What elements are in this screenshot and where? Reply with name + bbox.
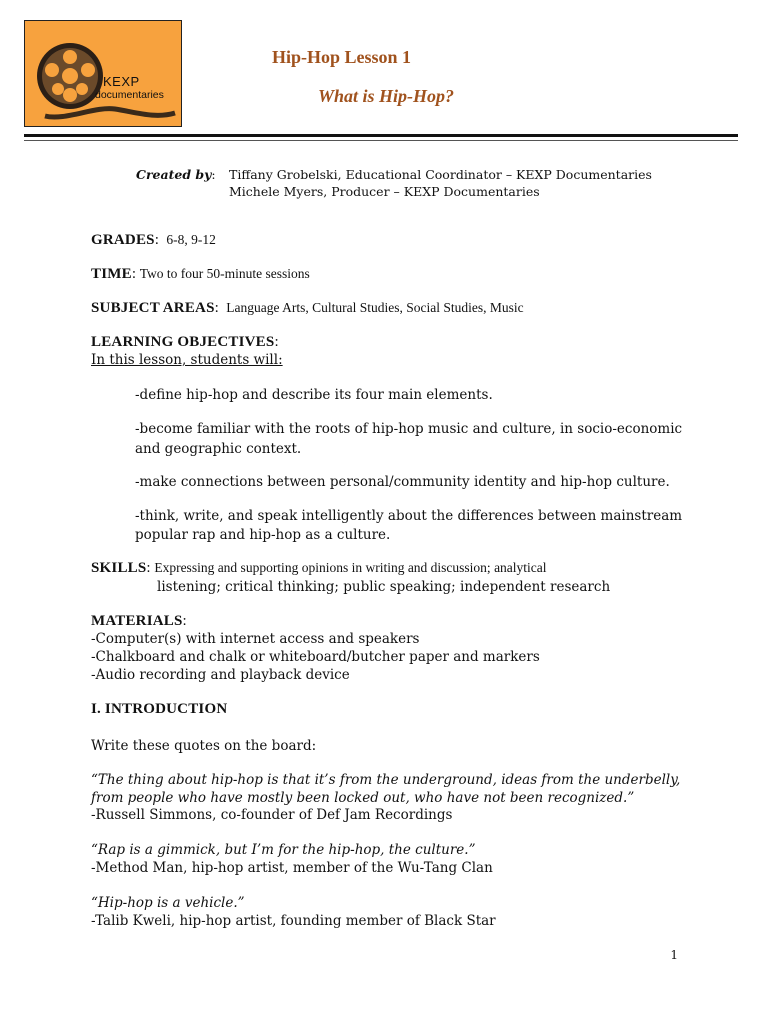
introduction-heading — [91, 700, 227, 718]
page-number: 1 — [670, 948, 678, 962]
materials-item: -Computer(s) with internet access and speakers — [91, 631, 420, 647]
quote-attribution: -Talib Kweli, hip-hop artist, founding member of Black Star — [91, 913, 496, 929]
skills-line-1: Expressing and supporting opinions in writing and discussion; analytical — [154, 560, 547, 575]
logo-brand-text: KEXP — [103, 74, 140, 89]
skills-line-2: listening; critical thinking; public speaking; independent research — [157, 579, 611, 595]
header-divider-thin — [24, 140, 738, 141]
grades-label: GRADES — [91, 232, 155, 248]
materials-label: MATERIALS — [91, 613, 183, 629]
materials-item: -Audio recording and playback device — [91, 667, 350, 683]
quote-attribution: -Russell Simmons, co-founder of Def Jam Recordings — [91, 807, 453, 823]
subject-value: Language Arts, Cultural Studies, Social Studies, Music — [226, 300, 524, 315]
created-by-label: Created by: — [136, 167, 216, 182]
skills-section: SKILLS: Expressing and supporting opinions in writing and discussion; analytical — [91, 560, 547, 576]
objectives-label: LEARNING OBJECTIVES — [91, 334, 275, 350]
page-subtitle: What is Hip-Hop? — [318, 86, 455, 106]
objectives-heading: LEARNING OBJECTIVES: — [91, 334, 279, 350]
introduction-instruction: Write these quotes on the board: — [91, 738, 317, 754]
author-line: Michele Myers, Producer – KEXP Documentaries — [229, 184, 540, 199]
author-line: Tiffany Grobelski, Educational Coordinator – KEXP Documentaries — [229, 167, 652, 182]
grades-value: 6-8, 9-12 — [166, 232, 216, 247]
objectives-intro: In this lesson, students will: — [91, 352, 283, 368]
subject-section: SUBJECT AREAS: Language Arts, Cultural Studies, Social Studies, Music — [91, 300, 524, 316]
kexp-documentaries-logo — [24, 20, 182, 127]
objective-item: popular rap and hip-hop as a culture. — [135, 527, 391, 543]
skills-label: SKILLS — [91, 560, 147, 576]
quote-line: “Rap is a gimmick, but I’m for the hip-hop, the culture.” — [91, 842, 476, 858]
grades-section: GRADES: 6-8, 9-12 — [91, 232, 216, 248]
objective-item: -make connections between personal/community identity and hip-hop culture. — [135, 474, 670, 490]
objective-item: -think, write, and speak intelligently about the differences between mainstream — [135, 508, 683, 524]
materials-item: -Chalkboard and chalk or whiteboard/butcher paper and markers — [91, 649, 540, 665]
objective-item: and geographic context. — [135, 441, 302, 457]
subject-label: SUBJECT AREAS — [91, 300, 215, 316]
logo-sub-text: documentaries — [95, 89, 164, 101]
time-section: TIME: Two to four 50-minute sessions — [91, 266, 310, 282]
time-value: Two to four 50-minute sessions — [139, 266, 310, 281]
page-title: Hip-Hop Lesson 1 — [272, 47, 412, 67]
quote-line: “Hip-hop is a vehicle.” — [91, 895, 245, 911]
quote-line: from people who have mostly been locked out, who have not been recognized.” — [91, 790, 635, 806]
objective-item: -become familiar with the roots of hip-hop music and culture, in socio-economic — [135, 421, 683, 437]
quote-attribution: -Method Man, hip-hop artist, member of the Wu-Tang Clan — [91, 860, 493, 876]
introduction-heading-text: I. INTRODUCTION — [91, 701, 228, 717]
objective-item: -define hip-hop and describe its four main elements. — [135, 387, 493, 403]
time-label: TIME — [91, 266, 132, 282]
quote-line: “The thing about hip-hop is that it’s from the underground, ideas from the underbelly, — [91, 772, 681, 788]
materials-heading: MATERIALS: — [91, 613, 187, 629]
header-divider — [24, 134, 738, 137]
